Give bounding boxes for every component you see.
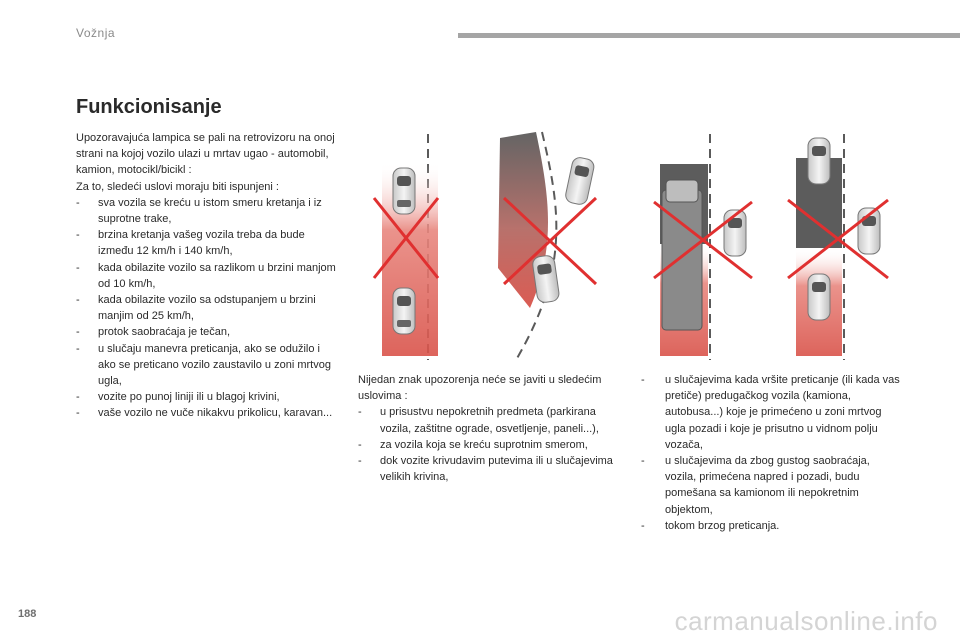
list-item: - brzina kretanja vašeg vozila treba da bude između 12 km/h i 140 km/h,: [76, 227, 338, 259]
conditions-column: [76, 130, 338, 422]
list-item: - kada obilazite vozilo sa odstupanjem u brzini manjim od 25 km/h,: [76, 292, 338, 324]
intro-text: Upozoravajuća lampica se pali na retrovizoru na onoj strani na kojoj vozilo ulazi u mrtav ugao - automobil, kamion, motocikl/bicikl :: [76, 132, 335, 177]
no-warning-column: [358, 372, 620, 485]
car-icon: [808, 274, 830, 320]
scene-stationary-objects: [374, 134, 438, 360]
conditions-list: [76, 195, 338, 422]
exceptions-column: [641, 372, 903, 534]
scene-dense-traffic: [788, 134, 888, 360]
car-icon: [808, 138, 830, 184]
header-bar: [458, 33, 960, 38]
list-item: - vozite po punoj liniji ili u blagoj krivini,: [76, 389, 338, 405]
watermark: carmanualsonline.info: [674, 606, 938, 636]
list-item: - dok vozite krivudavim putevima ili u slučajevima velikih krivina,: [358, 453, 620, 485]
car-icon: [393, 288, 415, 334]
list-item: - kada obilazite vozilo sa razlikom u brzini manjom od 10 km/h,: [76, 260, 338, 292]
list-item: - u slučajevima kada vršite preticanje (ili kada vas pretiče) predugačkog vozila (kamiona, autobusa...) koje je primećeno u zoni mrtvog ugla pozadi i koje je prisutno u vidnom polju vozača,: [641, 372, 903, 453]
blind-spot-illustrations: [360, 128, 920, 364]
list-item: - za vozila koja se kreću suprotnim smerom,: [358, 437, 620, 453]
no-warning-list: [358, 404, 620, 485]
list-item: - tokom brzog preticanja.: [641, 518, 903, 534]
exceptions-list: [641, 372, 903, 534]
list-item: - u slučaju manevra preticanja, ako se odužilo i ako se preticano vozilo zaustavilo u zoni mrtvog ugla,: [76, 341, 338, 390]
section-label: Vožnja: [76, 26, 116, 40]
list-item: - protok saobraćaja je tečan,: [76, 324, 338, 340]
page-title: Funkcionisanje: [76, 96, 222, 118]
page-number: 188: [18, 608, 37, 620]
list-item: - u prisustvu nepokretnih predmeta (parkirana vozila, zaštitne ograde, osvetljenje, paneli...),: [358, 404, 620, 436]
scene-winding-road: [498, 132, 596, 360]
scene-long-vehicle: [654, 134, 752, 360]
car-icon: [393, 168, 415, 214]
list-item: - sva vozila se kreću u istom smeru kretanja i iz suprotne trake,: [76, 195, 338, 227]
car-icon: [532, 255, 560, 304]
list-item: - vaše vozilo ne vuče nikakvu prikolicu, karavan...: [76, 405, 338, 421]
intro-text: Nijedan znak upozorenja neće se javiti u sledećim uslovima :: [358, 374, 602, 403]
car-icon: [564, 156, 595, 206]
list-item: - u slučajevima da zbog gustog saobraćaja, vozila, primećena napred i pozadi, budu pomešana sa kamionom ili nepokretnim objektom,: [641, 453, 903, 518]
conditions-lead: Za to, sledeći uslovi moraju biti ispunjeni :: [76, 180, 279, 193]
